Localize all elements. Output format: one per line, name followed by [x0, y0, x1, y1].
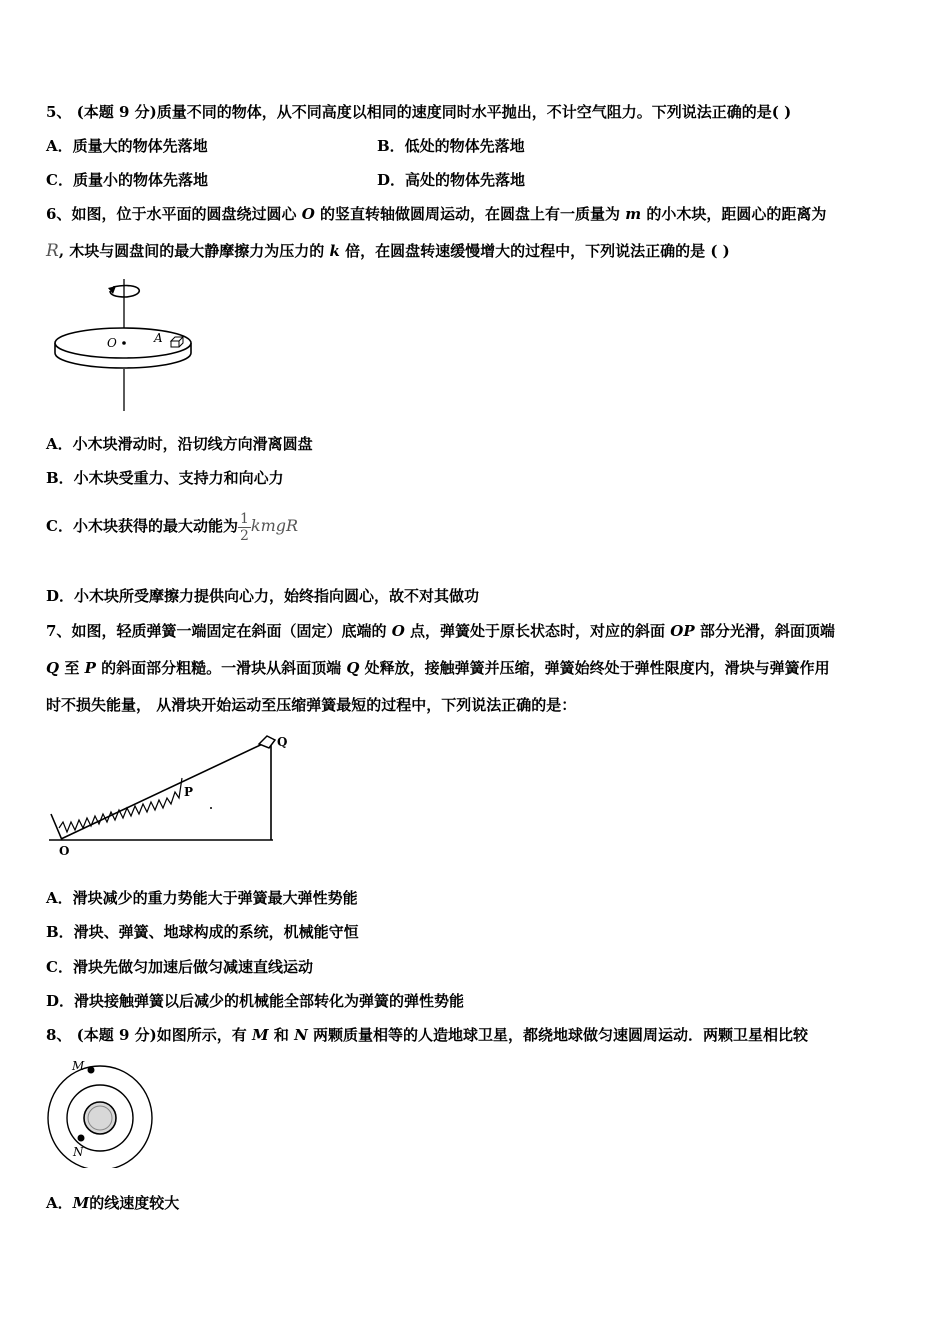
q7-stem-text: 部分光滑，斜面顶端 [699, 622, 835, 640]
label-o: O [59, 844, 70, 858]
q8-orbit-figure [46, 1056, 156, 1168]
q6-option-b: B．小木块受重力、支持力和向心力 [46, 469, 284, 487]
incline-surface [61, 740, 271, 839]
spring [59, 778, 182, 832]
q8-stem-text: (本题 9 分)如图所示，有 [76, 1026, 247, 1044]
q6-stem-text: 的小木块，距圆心的距离为 [646, 205, 827, 223]
q7-stem-line1 [46, 620, 835, 642]
q7-stem-text: 至 [64, 659, 80, 677]
q8-option-a-text: 的线速度较大 [89, 1194, 180, 1212]
q5-option-d: D．高处的物体先落地 [377, 171, 526, 189]
q8-number: 8、 [46, 1026, 72, 1044]
q7-stem-text: 点，弹簧处于原长状态时，对应的斜面 [410, 622, 666, 640]
q5-stem-text: (本题 9 分)质量不同的物体，从不同高度以相同的速度同时水平抛出，不计空气阻力。下列说法正确的是( ) [76, 103, 792, 121]
q6-stem-text: 倍，在圆盘转速缓慢增大的过程中，下列说法正确的是 ( ) [345, 242, 730, 260]
q5-option-b: B．低处的物体先落地 [377, 137, 525, 155]
q6-option-c-text: C．小木块获得的最大动能为 [46, 517, 238, 535]
q6-var-r: R [46, 241, 59, 261]
q6-option-a: A．小木块滑动时，沿切线方向滑离圆盘 [46, 435, 313, 453]
q7-stem-text: 处释放，接触弹簧并压缩，弹簧始终处于弹性限度内，滑块与弹簧作用 [364, 659, 830, 677]
q8-var-n: N [294, 1026, 308, 1044]
q8-stem-text: 两颗质量相等的人造地球卫星，都绕地球做匀速圆周运动．两颗卫星相比较 [313, 1026, 809, 1044]
slider-block [259, 736, 275, 748]
q5-option-a: A．质量大的物体先落地 [46, 137, 208, 155]
q7-var-p: P [84, 659, 96, 677]
q6-stem-text: 的竖直转轴做圆周运动，在圆盘上有一质量为 [320, 205, 621, 223]
label-o: O [107, 336, 117, 350]
q7-var-q: Q [46, 659, 60, 677]
dot [210, 807, 212, 809]
arrowhead-icon [108, 286, 116, 294]
q8-stem-text: 和 [273, 1026, 289, 1044]
q6-stem-text: , 木块与圆盘间的最大静摩擦力为压力的 [58, 242, 325, 260]
q7-option-c: C．滑块先做匀加速后做匀减速直线运动 [46, 958, 313, 976]
q7-option-b: B．滑块、弹簧、地球构成的系统，机械能守恒 [46, 923, 359, 941]
q8-stem [46, 1024, 808, 1046]
q6-var-k: k [329, 242, 340, 260]
q7-var-o: O [391, 622, 405, 640]
q7-stem-line3: 时不损失能量， 从滑块开始运动至压缩弹簧最短的过程中，下列说法正确的是： [46, 696, 577, 714]
q6-var-o: O [301, 205, 315, 223]
q7-option-d: D．滑块接触弹簧以后减少的机械能全部转化为弹簧的弹性势能 [46, 992, 465, 1010]
center-point [122, 341, 126, 345]
label-p: P [184, 785, 194, 799]
q7-number: 7、 [46, 622, 72, 640]
q7-option-a: A．滑块减少的重力势能大于弹簧最大弹性势能 [46, 889, 358, 907]
q7-var-op: OP [670, 622, 695, 640]
q7-stem-line2 [46, 657, 830, 679]
q6-stem-line1 [46, 203, 826, 225]
earth-icon [84, 1102, 116, 1134]
q7-var-q: Q [346, 659, 360, 677]
q7-incline-figure [45, 728, 295, 860]
q6-stem-line2 [46, 240, 730, 262]
q6-option-c-expr: kmgR [250, 516, 299, 535]
label-n: N [73, 1145, 84, 1159]
q6-disk-figure [50, 275, 200, 415]
label-m: M [72, 1059, 85, 1073]
fraction-denominator: 2 [239, 527, 249, 544]
label-a: A [154, 331, 163, 345]
q6-option-c [46, 508, 298, 544]
q8-option-a-var: M [72, 1194, 90, 1212]
q7-stem-text: 如图，轻质弹簧一端固定在斜面（固定）底端的 [71, 622, 387, 640]
q6-option-d: D．小木块所受摩擦力提供向心力，始终指向圆心，故不对其做功 [46, 587, 480, 605]
fraction-numerator: 1 [239, 510, 249, 527]
q6-stem-text: 如图，位于水平面的圆盘绕过圆心 [71, 205, 297, 223]
q5-stem [46, 101, 791, 123]
q5-option-c: C．质量小的物体先落地 [46, 171, 208, 189]
q6-number: 6、 [46, 205, 72, 223]
q8-option-a-prefix: A． [46, 1194, 73, 1212]
satellite-n [78, 1135, 85, 1142]
q8-var-m: M [251, 1026, 269, 1044]
q6-option-c-fraction [238, 511, 251, 544]
label-q: Q [277, 735, 288, 749]
q8-option-a [46, 1192, 179, 1214]
q5-number: 5、 [46, 103, 72, 121]
satellite-m [88, 1067, 95, 1074]
q7-stem-text: 的斜面部分粗糙。一滑块从斜面顶端 [101, 659, 342, 677]
q6-var-m: m [625, 205, 642, 223]
